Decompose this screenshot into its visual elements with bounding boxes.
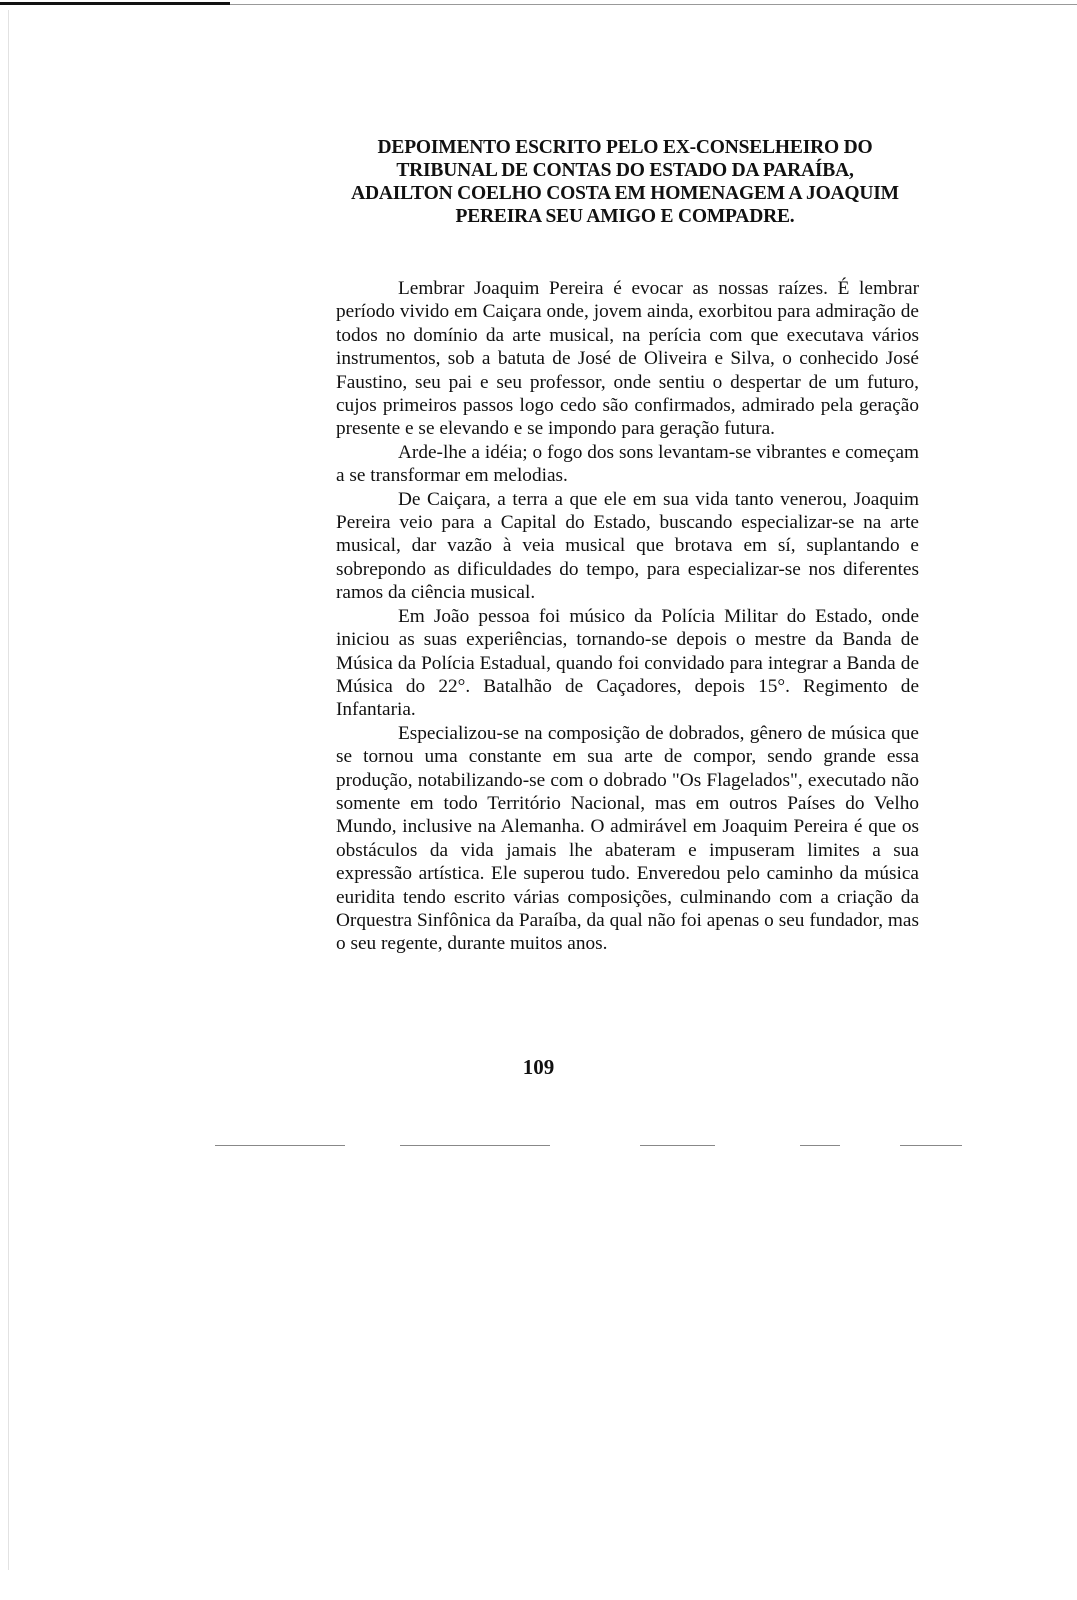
- document-title: [330, 136, 920, 228]
- bottom-scan-dash: [800, 1145, 840, 1146]
- paragraph: Lembrar Joaquim Pereira é evocar as nossas raízes. É lembrar período vivido em Caiçara onde, jovem ainda, exorbitou para admiração de todos no domínio da arte musical, na perícia com que executava vários instrumentos, sob a batuta de José de Oliveira e Silva, o conhecido José Faustino, seu pai e seu professor, onde sentiu o despertar de um futuro, cujos primeiros passos logo cedo são confirmados, admirado pela geração presente e se elevando e se impondo para geração futura.: [336, 278, 919, 440]
- paragraph: Arde-lhe a idéia; o fogo dos sons levantam-se vibrantes e começam a se transformar em melodias.: [336, 441, 919, 487]
- bottom-scan-dash: [215, 1145, 345, 1146]
- paragraph: Especializou-se na composição de dobrados, gênero de música que se tornou uma constante em sua arte de compor, sendo grande essa produção, notabilizando-se com o dobrado "Os Flagelados", executado não somente em todo Território Nacional, mas em outros Países do Velho Mundo, inclusive na Alemanha. O admirável em Joaquim Pereira é que os obstáculos da vida jamais lhe abateram e impuseram limites a sua expressão artística. Ele superou tudo. Enveredou pelo caminho da música euridita tendo escrito várias composições, culminando com a criação da Orquestra Sinfônica da Paraíba, da qual não foi apenas o seu fundador, mas o seu regente, durante muitos anos.: [336, 722, 919, 955]
- bottom-scan-dash: [400, 1145, 550, 1146]
- paragraph: De Caiçara, a terra a que ele em sua vida tanto venerou, Joaquim Pereira veio para a Capital do Estado, buscando especializar-se na arte musical, dar vazão à veia musical que brotava em sí, suplantando e sobrepondo as dificuldades do tempo, para especializar-se nos diferentes ramos da ciência musical.: [336, 488, 919, 604]
- title-line: TRIBUNAL DE CONTAS DO ESTADO DA PARAÍBA,: [396, 160, 854, 181]
- top-scan-rule-thin: [230, 4, 1077, 5]
- title-line: DEPOIMENTO ESCRITO PELO EX-CONSELHEIRO DO: [377, 137, 873, 158]
- title-line: ADAILTON COELHO COSTA EM HOMENAGEM A JOAQUIM: [351, 183, 899, 204]
- paragraph: Em João pessoa foi músico da Polícia Militar do Estado, onde iniciou as suas experiências, tornando-se depois o mestre da Banda de Música da Polícia Estadual, quando foi convidado para integrar a Banda de Música do 22°. Batalhão de Caçadores, depois 15°. Regimento de Infantaria.: [336, 605, 919, 721]
- body-text: [336, 277, 919, 956]
- left-scan-edge: [8, 10, 9, 1570]
- bottom-scan-dash: [640, 1145, 715, 1146]
- bottom-scan-dash: [900, 1145, 962, 1146]
- title-line: PEREIRA SEU AMIGO E COMPADRE.: [455, 206, 795, 227]
- page-number: 109: [522, 1055, 555, 1079]
- top-scan-rule: [0, 2, 230, 5]
